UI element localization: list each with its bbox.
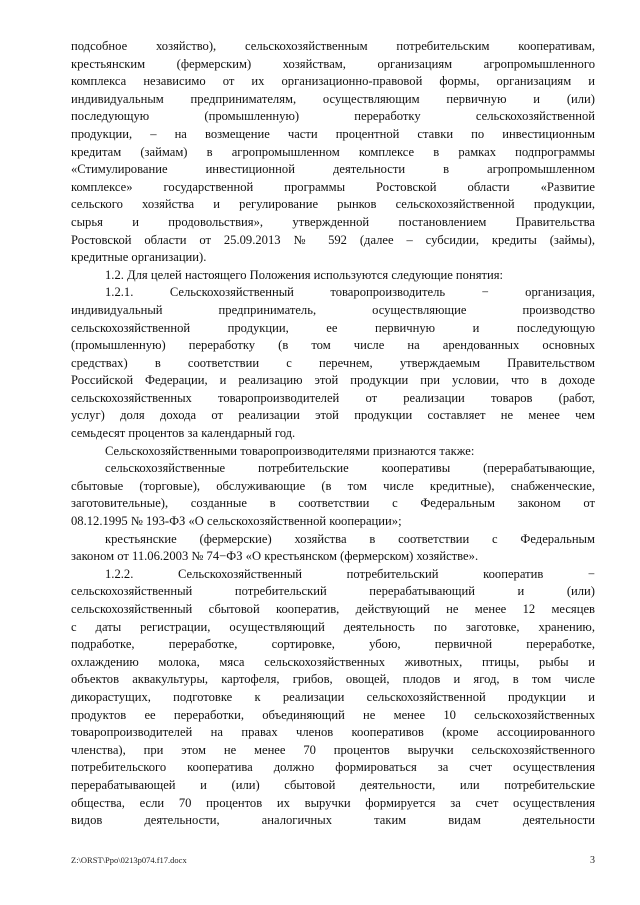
text-line: индивидуальный предприниматель, осуществляющие производство <box>71 302 595 317</box>
text-line: комплексе» государственной программы Ростовской области «Развитие <box>71 179 595 194</box>
text-line: охлаждению молока, мяса сельскохозяйственных животных, птицы, рыбы и <box>71 654 595 669</box>
page-number: 3 <box>590 855 595 866</box>
text-line: сельскохозяйственные потребительские кооперативы (перерабатывающие, <box>105 461 595 476</box>
text-line: сырья и продовольствия», утвержденной постановлением Правительства <box>71 214 595 229</box>
text-line: законом от 11.06.2003 № 74−ФЗ «О крестьянском (фермерском) хозяйстве». <box>71 549 479 564</box>
text-line: сельскохозяйственный потребительский перерабатывающий и (или) <box>71 584 595 599</box>
text-line: потребительского кооператива должно формироваться за счет осуществления <box>71 760 595 775</box>
text-line: крестьянские (фермерские) хозяйства в соответствии с Федеральным <box>105 531 595 546</box>
text-line: Сельскохозяйственными товаропроизводителями признаются также: <box>105 443 475 458</box>
text-line: кредитам (займам) в агропромышленном комплексе в рамках подпрограммы <box>71 144 595 159</box>
text-line: общества, если 70 процентов их выручки формируется за счет осуществления <box>71 795 595 810</box>
text-line: средствах) в соответствии с перечнем, утверждаемым Правительством <box>71 355 595 370</box>
text-line: с даты регистрации, осуществляющий деятельность по заготовке, хранению, <box>71 619 595 634</box>
text-line: дикорастущих, подготовке к реализации сельскохозяйственной продукции и <box>71 689 595 704</box>
text-line: сельскохозяйственный сбытовой кооператив, действующий не менее 12 месяцев <box>71 602 595 616</box>
text-line: последующую (промышленную) переработку сельскохозяйственной <box>71 109 595 124</box>
text-line: сельскохозяйственной продукции, ее первичную и последующую <box>71 320 595 335</box>
text-line: комплекса независимо от их организационно-правовой формы, организациям и <box>71 74 595 89</box>
text-line: заготовительные), созданные в соответствии с Федеральным законом от <box>71 496 595 511</box>
text-line: продуктов ее переработки, объединяющий не менее 10 сельскохозяйственных <box>71 707 595 722</box>
text-line: крестьянским (фермерским) хозяйствам, организациям агропромышленного <box>71 56 595 71</box>
text-line: товаропроизводителей на правах членов кооперативов (кроме ассоциированного <box>71 725 595 740</box>
text-line: членства), при этом не менее 70 процентов выручки сельскохозяйственного <box>71 742 595 757</box>
text-line: сельскохозяйственных товаропроизводителей от реализации товаров (работ, <box>71 390 595 405</box>
text-line: Российской Федерации, и реализацию этой продукции при условии, что в доходе <box>71 373 595 388</box>
text-line: сельского хозяйства и регулирование рынков сельскохозяйственной продукции, <box>71 197 595 212</box>
document-body <box>71 38 595 830</box>
page-footer <box>71 855 595 869</box>
text-line: семьдесят процентов за календарный год. <box>71 426 296 441</box>
text-line: 1.2.1. Сельскохозяйственный товаропроизводитель − организация, <box>105 285 595 300</box>
text-line: «Стимулирование инвестиционной деятельности в агропромышленном <box>71 162 595 177</box>
text-line: услуг) доля дохода от реализации этой продукции составляет не менее чем <box>71 408 595 423</box>
text-line: объектов аквакультуры, картофеля, грибов, овощей, плодов и ягод, в том числе <box>71 672 595 687</box>
text-line: кредитные организации). <box>71 250 207 265</box>
text-line: 1.2.2. Сельскохозяйственный потребительский кооператив − <box>105 566 595 581</box>
file-path: Z:\ORST\Ppo\0213p074.f17.docx <box>71 855 187 865</box>
text-line: 08.12.1995 № 193-ФЗ «О сельскохозяйственной кооперации»; <box>71 514 402 529</box>
text-line: подсобное хозяйство), сельскохозяйственным потребительским кооперативам, <box>71 39 595 53</box>
text-line: продукции, – на возмещение части процентной ставки по инвестиционным <box>71 126 595 141</box>
text-line: (промышленную) переработку (в том числе на арендованных основных <box>71 338 595 353</box>
text-line: подработке, переработке, сортировке, убою, первичной переработке, <box>71 637 595 652</box>
text-line: 1.2. Для целей настоящего Положения используются следующие понятия: <box>105 267 504 282</box>
text-line: сбытовые (торговые), обслуживающие (в том числе кредитные), снабженческие, <box>71 478 595 493</box>
text-line: Ростовской области от 25.09.2013 № 592 (далее – субсидии, кредиты (займы), <box>71 232 595 247</box>
text-line: перерабатывающей и (или) сбытовой деятельности, или потребительские <box>71 777 595 792</box>
text-line: индивидуальным предпринимателям, осуществляющим первичную и (или) <box>71 91 595 106</box>
text-line: видов деятельности, аналогичных таким видам деятельности <box>71 813 595 828</box>
